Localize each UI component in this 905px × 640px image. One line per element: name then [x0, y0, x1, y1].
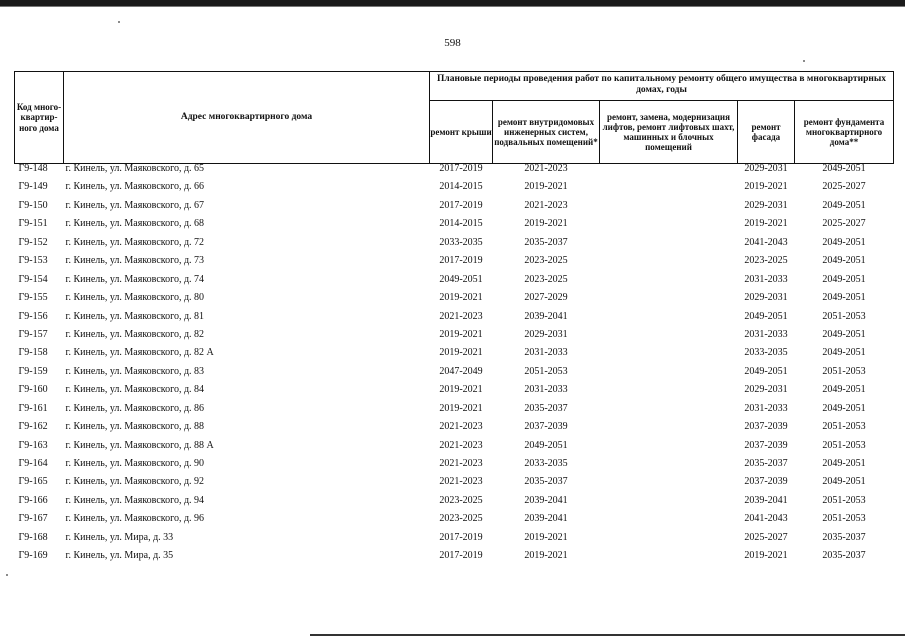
elevators-period-cell [600, 275, 738, 293]
house-code-cell: Г9-169 [18, 551, 48, 562]
table-body [15, 164, 894, 570]
scan-speck [6, 574, 8, 576]
roof-period-cell: 2017-2019 [439, 256, 483, 267]
house-code-cell: Г9-154 [18, 274, 48, 285]
facade-period-cell: 2049-2051 [744, 311, 788, 322]
house-code-cell: Г9-159 [18, 366, 48, 377]
roof-period-cell: 2019-2021 [439, 403, 483, 414]
facade-period-cell: 2035-2037 [744, 459, 788, 469]
address-cell: г. Кинель, ул. Маяковского, д. 88 [65, 422, 205, 433]
systems-period-cell: 2039-2041 [524, 514, 568, 525]
foundation-period-cell: 2049-2051 [822, 403, 866, 414]
foundation-period-cell: 2051-2053 [822, 514, 866, 525]
facade-period-cell: 2031-2033 [744, 403, 788, 414]
roof-period-cell: 2047-2049 [439, 366, 483, 377]
systems-period-cell: 2023-2025 [524, 256, 568, 267]
address-cell: г. Кинель, ул. Маяковского, д. 68 [65, 219, 205, 230]
facade-period-cell: 2029-2031 [744, 200, 788, 211]
header-facade-repair: ремонт фасада [738, 101, 795, 164]
facade-period-cell: 2031-2033 [744, 329, 788, 340]
systems-period-cell: 2029-2031 [524, 329, 568, 340]
elevators-period-cell [600, 496, 738, 514]
facade-period-cell: 2041-2043 [744, 514, 788, 525]
address-cell: г. Кинель, ул. Маяковского, д. 72 [65, 237, 205, 248]
house-code-cell: Г9-166 [18, 495, 48, 506]
systems-period-cell: 2031-2033 [524, 348, 568, 359]
address-cell: г. Кинель, ул. Маяковского, д. 86 [65, 403, 205, 414]
table-row [15, 182, 894, 200]
table-header [15, 72, 894, 164]
facade-period-cell: 2029-2031 [744, 293, 788, 304]
foundation-period-cell: 2025-2027 [822, 219, 866, 230]
facade-period-cell: 2029-2031 [744, 163, 788, 174]
systems-period-cell: 2037-2039 [524, 422, 568, 433]
elevators-period-cell [600, 459, 738, 477]
scan-speck [803, 60, 805, 62]
roof-period-cell: 2019-2021 [439, 293, 483, 304]
facade-period-cell: 2037-2039 [744, 477, 788, 488]
systems-period-cell: 2019-2021 [524, 551, 568, 562]
systems-period-cell: 2049-2051 [524, 440, 568, 451]
address-cell: г. Кинель, ул. Мира, д. 35 [65, 551, 174, 562]
roof-period-cell: 2019-2021 [439, 385, 483, 396]
facade-period-cell: 2019-2021 [744, 182, 788, 193]
elevators-period-cell [600, 404, 738, 422]
table-row [15, 164, 894, 183]
systems-period-cell: 2039-2041 [524, 311, 568, 322]
facade-period-cell: 2023-2025 [744, 256, 788, 267]
table-row [15, 330, 894, 348]
facade-period-cell: 2031-2033 [744, 274, 788, 285]
address-cell: г. Кинель, ул. Маяковского, д. 94 [65, 495, 205, 506]
facade-period-cell: 2033-2035 [744, 348, 788, 359]
scan-speck [118, 21, 120, 23]
table-row [15, 312, 894, 330]
address-cell: г. Кинель, ул. Маяковского, д. 81 [65, 311, 205, 322]
facade-period-cell: 2019-2021 [744, 219, 788, 230]
foundation-period-cell: 2051-2053 [822, 495, 866, 506]
table-row [15, 238, 894, 256]
foundation-period-cell: 2049-2051 [822, 348, 866, 359]
foundation-period-cell: 2049-2051 [822, 477, 866, 488]
house-code-cell: Г9-149 [18, 182, 48, 193]
house-code-cell: Г9-161 [18, 403, 48, 414]
house-code-cell: Г9-165 [18, 477, 48, 488]
roof-period-cell: 2017-2019 [439, 163, 483, 174]
house-code-cell: Г9-151 [18, 219, 48, 230]
address-cell: г. Кинель, ул. Маяковского, д. 82 [65, 329, 205, 340]
roof-period-cell: 2021-2023 [439, 440, 483, 451]
elevators-period-cell [600, 514, 738, 532]
facade-period-cell: 2037-2039 [744, 422, 788, 433]
roof-period-cell: 2021-2023 [439, 422, 483, 433]
elevators-period-cell [600, 312, 738, 330]
house-code-cell: Г9-164 [18, 459, 48, 469]
table-row [15, 459, 894, 477]
house-code-cell: Г9-155 [18, 293, 48, 304]
roof-period-cell: 2021-2023 [439, 477, 483, 488]
elevators-period-cell [600, 182, 738, 200]
foundation-period-cell: 2049-2051 [822, 459, 866, 469]
address-cell: г. Кинель, ул. Маяковского, д. 90 [65, 459, 205, 469]
foundation-period-cell: 2051-2053 [822, 422, 866, 433]
address-cell: г. Кинель, ул. Маяковского, д. 80 [65, 293, 205, 304]
foundation-period-cell: 2049-2051 [822, 329, 866, 340]
foundation-period-cell: 2049-2051 [822, 163, 866, 174]
facade-period-cell: 2037-2039 [744, 440, 788, 451]
page-number: 598 [444, 37, 461, 49]
address-cell: г. Кинель, ул. Маяковского, д. 92 [65, 477, 205, 488]
table-row [15, 514, 894, 532]
house-code-cell: Г9-158 [18, 348, 48, 359]
foundation-period-cell: 2049-2051 [822, 200, 866, 211]
systems-period-cell: 2035-2037 [524, 477, 568, 488]
foundation-period-cell: 2051-2053 [822, 440, 866, 451]
table-row [15, 422, 894, 440]
systems-period-cell: 2051-2053 [524, 366, 568, 377]
systems-period-cell: 2033-2035 [524, 459, 568, 469]
house-code-cell: Г9-156 [18, 311, 48, 322]
house-code-cell: Г9-148 [18, 163, 48, 174]
systems-period-cell: 2019-2021 [524, 219, 568, 230]
elevators-period-cell [600, 422, 738, 440]
foundation-period-cell: 2049-2051 [822, 237, 866, 248]
elevators-period-cell [600, 164, 738, 183]
facade-period-cell: 2025-2027 [744, 532, 788, 543]
foundation-period-cell: 2051-2053 [822, 366, 866, 377]
roof-period-cell: 2017-2019 [439, 551, 483, 562]
house-code-cell: Г9-167 [18, 514, 48, 525]
systems-period-cell: 2023-2025 [524, 274, 568, 285]
table-row [15, 201, 894, 219]
systems-period-cell: 2021-2023 [524, 163, 568, 174]
address-cell: г. Кинель, ул. Мира, д. 33 [65, 532, 174, 543]
header-foundation-repair: ремонт фундамента многоквартирного дома** [795, 101, 894, 164]
foundation-period-cell: 2025-2027 [822, 182, 866, 193]
house-code-cell: Г9-163 [18, 440, 48, 451]
roof-period-cell: 2014-2015 [439, 182, 483, 193]
table-row [15, 219, 894, 237]
table-row [15, 256, 894, 274]
roof-period-cell: 2019-2021 [439, 348, 483, 359]
header-elevator-repair: ремонт, замена, модернизация лифтов, ремонт лифтовых шахт, машинных и блочных помещений [600, 101, 738, 164]
elevators-period-cell [600, 533, 738, 551]
house-code-cell: Г9-168 [18, 532, 48, 543]
roof-period-cell: 2021-2023 [439, 311, 483, 322]
elevators-period-cell [600, 367, 738, 385]
capital-repair-schedule-table [14, 71, 894, 570]
roof-period-cell: 2019-2021 [439, 329, 483, 340]
house-code-cell: Г9-162 [18, 422, 48, 433]
foundation-period-cell: 2049-2051 [822, 274, 866, 285]
systems-period-cell: 2019-2021 [524, 182, 568, 193]
table-row [15, 293, 894, 311]
foundation-period-cell: 2035-2037 [822, 551, 866, 562]
house-code-cell: Г9-152 [18, 237, 48, 248]
house-code-cell: Г9-153 [18, 256, 48, 267]
roof-period-cell: 2033-2035 [439, 237, 483, 248]
facade-period-cell: 2041-2043 [744, 237, 788, 248]
elevators-period-cell [600, 551, 738, 569]
foundation-period-cell: 2035-2037 [822, 532, 866, 543]
address-cell: г. Кинель, ул. Маяковского, д. 88 А [65, 440, 214, 451]
elevators-period-cell [600, 201, 738, 219]
roof-period-cell: 2023-2025 [439, 495, 483, 506]
systems-period-cell: 2027-2029 [524, 293, 568, 304]
systems-period-cell: 2021-2023 [524, 200, 568, 211]
elevators-period-cell [600, 348, 738, 366]
address-cell: г. Кинель, ул. Маяковского, д. 74 [65, 274, 205, 285]
house-code-cell: Г9-157 [18, 329, 48, 340]
table-row [15, 496, 894, 514]
table-row [15, 348, 894, 366]
house-code-cell: Г9-150 [18, 200, 48, 211]
table-row [15, 385, 894, 403]
elevators-period-cell [600, 256, 738, 274]
systems-period-cell: 2039-2041 [524, 495, 568, 506]
systems-period-cell: 2035-2037 [524, 403, 568, 414]
table-row [15, 367, 894, 385]
facade-period-cell: 2029-2031 [744, 385, 788, 396]
header-house-code: Код много-квартир-ного дома [15, 72, 64, 164]
scan-bottom-border [310, 634, 905, 636]
roof-period-cell: 2017-2019 [439, 200, 483, 211]
facade-period-cell: 2039-2041 [744, 495, 788, 506]
house-code-cell: Г9-160 [18, 385, 48, 396]
systems-period-cell: 2031-2033 [524, 385, 568, 396]
elevators-period-cell [600, 385, 738, 403]
foundation-period-cell: 2049-2051 [822, 256, 866, 267]
table-row [15, 533, 894, 551]
address-cell: г. Кинель, ул. Маяковского, д. 67 [65, 200, 205, 211]
address-cell: г. Кинель, ул. Маяковского, д. 73 [65, 256, 205, 267]
roof-period-cell: 2049-2051 [439, 274, 483, 285]
table-row [15, 477, 894, 495]
table-row [15, 275, 894, 293]
header-roof-repair: ремонт крыши [430, 101, 493, 164]
foundation-period-cell: 2049-2051 [822, 293, 866, 304]
header-planned-periods: Плановые периоды проведения работ по капитальному ремонту общего имущества в многоквартирных домах, годы [430, 72, 894, 101]
foundation-period-cell: 2049-2051 [822, 385, 866, 396]
elevators-period-cell [600, 330, 738, 348]
header-address: Адрес многоквартирного дома [64, 72, 430, 164]
elevators-period-cell [600, 219, 738, 237]
table-row [15, 404, 894, 422]
elevators-period-cell [600, 441, 738, 459]
systems-period-cell: 2019-2021 [524, 532, 568, 543]
address-cell: г. Кинель, ул. Маяковского, д. 96 [65, 514, 205, 525]
systems-period-cell: 2035-2037 [524, 237, 568, 248]
roof-period-cell: 2023-2025 [439, 514, 483, 525]
address-cell: г. Кинель, ул. Маяковского, д. 66 [65, 182, 205, 193]
address-cell: г. Кинель, ул. Маяковского, д. 82 А [65, 348, 214, 359]
foundation-period-cell: 2051-2053 [822, 311, 866, 322]
scan-top-border-shadow [0, 6, 905, 7]
elevators-period-cell [600, 477, 738, 495]
address-cell: г. Кинель, ул. Маяковского, д. 65 [65, 163, 205, 174]
roof-period-cell: 2014-2015 [439, 219, 483, 230]
address-cell: г. Кинель, ул. Маяковского, д. 83 [65, 366, 205, 377]
table-row [15, 441, 894, 459]
elevators-period-cell [600, 238, 738, 256]
header-engineering-systems-repair: ремонт внутридомовых инженерных систем, подвальных помещений* [493, 101, 600, 164]
roof-period-cell: 2017-2019 [439, 532, 483, 543]
roof-period-cell: 2021-2023 [439, 459, 483, 469]
table-row [15, 551, 894, 569]
facade-period-cell: 2019-2021 [744, 551, 788, 562]
address-cell: г. Кинель, ул. Маяковского, д. 84 [65, 385, 205, 396]
elevators-period-cell [600, 293, 738, 311]
facade-period-cell: 2049-2051 [744, 366, 788, 377]
